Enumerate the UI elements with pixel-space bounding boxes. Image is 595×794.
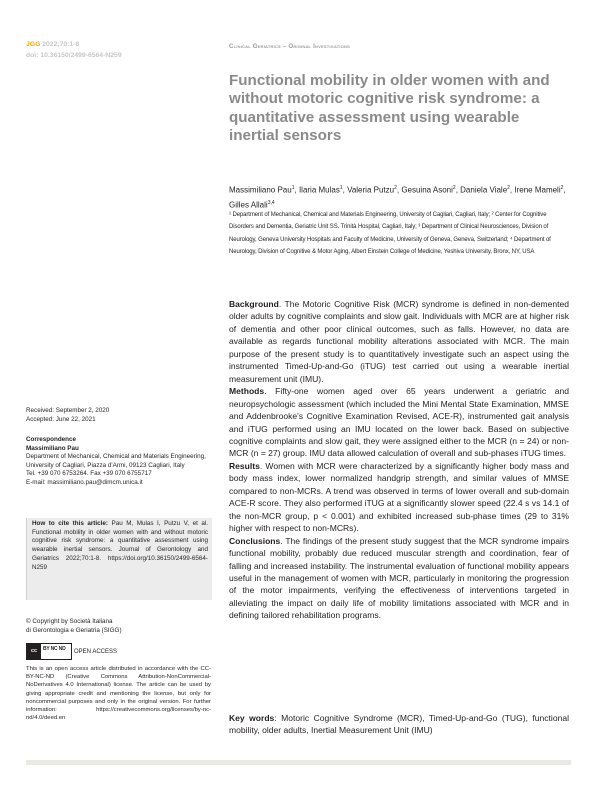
copyright-line1: © Copyright by Società Italiana <box>26 618 113 625</box>
footer-band <box>26 760 571 765</box>
author-name: Gilles Allali <box>229 200 268 210</box>
background-text: . The Motoric Cognitive Risk (MCR) syndrome is defined in non-demented older adults by cognitive complaints and slow gait. Individuals with MCR are at higher risk of dementia and other poor clinical outcomes, such as falls. However, no data are available as regards functional mobility alterations associated with MCR. The main purpose of the present study is to quantitatively investigate such an aspect using the instrumented Timed-Up-and-Go (iTUG) test carried out using a wearable inertial measurement unit (IMU). <box>229 299 569 384</box>
license-text: This is an open access article distributed in accordance with the CC-BY-NC-ND (Creative Commons Attribution-NonCommercial-NoDerivatives 4.0 International) license. The article can be used by giving appropriate credit and mentioning the license, but only for noncommercial purposes and only in the original version. For further information: https://creativecommons.org/licenses/by-nc-nd/4.0/deed.en <box>26 666 211 722</box>
author-aff: 1 <box>339 185 343 191</box>
how-to-cite-label: How to cite this article: <box>32 520 108 527</box>
conclusions-label: Conclusions <box>229 535 281 546</box>
copyright <box>26 618 211 635</box>
correspondence-label: Correspondence <box>26 436 77 443</box>
accepted-date: Accepted: June 22, 2021 <box>26 415 96 423</box>
abstract-conclusions <box>229 535 569 622</box>
abstract-methods <box>229 385 569 460</box>
dates-block <box>26 407 211 424</box>
author-name: Massimiliano Pau <box>229 185 292 195</box>
conclusions-text: . The findings of the present study suggest that the MCR syndrome impairs functional mobility, probably due reduced muscular strength and coordination, fear of falling and increased instability. The instrumental evaluation of functional mobility appears useful in the management of women with MCR, particularly in monitoring the progression of the motor impairments, verifying the effectiveness of interventions targeted in alleviating the impact on daily life of mobility limitations associated with MCR and in defining tailored rehabilitation programs. <box>229 535 569 621</box>
cc-terms-text: BY NC ND <box>43 646 66 652</box>
author-aff: 1 <box>291 185 295 191</box>
author-aff: 2 <box>394 185 397 191</box>
author-aff: 2 <box>452 185 456 191</box>
open-access-label: OPEN ACCESS <box>74 649 118 655</box>
methods-text: . Fifty-one women aged over 65 years underwent a geriatric and neuropsychologic assessment (which included the Mini Mental State Examination, MMSE and Addenbrooke's Cognitive Examination Revised, ACE-R), instrumented gait analysis and iTUG performed using an IMU located on the lower back. Based on subjective cognitive complaints and slow gait, they were assigned either to the MCR (n = 24) or non-MCR (n = 27) group. IMU data allowed calculation of overall and sub-phases iTUG times. <box>229 386 569 459</box>
author-name: Gesuina Asoni <box>401 185 453 195</box>
keywords <box>229 712 569 737</box>
methods-label: Methods <box>229 386 265 397</box>
journal-abbr: JGG <box>26 41 41 48</box>
how-to-cite-text <box>32 520 208 572</box>
section-label: Clinical Geriatrics – Original Investigations <box>229 43 350 50</box>
background-label: Background <box>229 299 279 309</box>
keywords-label: Key words <box>229 713 275 723</box>
correspondence-block <box>26 436 211 488</box>
cc-logo-text: cc <box>27 644 41 659</box>
citation: 2022;70:1-8 <box>42 41 80 48</box>
author-name: Irene Mameli <box>514 185 561 195</box>
abstract-results <box>229 460 569 535</box>
correspondence-tel: Tel. +39 070 6753264. Fax +39 070 6755717 <box>26 470 152 478</box>
correspondence-dept: Department of Mechanical, Chemical and Materials Engineering, University of Cagliari, Piazza d'Armi, 09123 Cagliari, Italy <box>26 453 206 469</box>
article-title: Functional mobility in older women with and without motoric cognitive risk syndrome: a quantitative assessment using wearable inertial sensors <box>229 72 550 144</box>
copyright-line2: di Gerontologia e Geriatria (SIGG) <box>26 626 122 634</box>
results-text: . Women with MCR were characterized by a significantly higher body mass and body mass index, lower normalized handgrip strength, and similar values of MMSE compared to non-MCRs. A trend was observed in terms of lower overall and sub-domain ACE-R score. They also performed iTUG at a significantly slower speed (22.4 s vs 14.1 of the non-MCR group, p < 0.001) and exhibited increased sub-phase times (29 to 31% higher with respect to non-MCRs). <box>229 460 569 534</box>
how-to-cite-citation: Pau M, Mulas I, Putzu V, et al. Functional mobility in older women with and without motoric cognitive risk syndrome: a quantitative assessment using wearable inertial sensors. Journal of Gerontology and Geriatrics 2022;70:1-8. https://doi.org/10.36150/2499-6564-N259 <box>32 520 208 571</box>
author-aff: 2 <box>560 185 564 191</box>
affiliations: ¹ Department of Mechanical, Chemical and Materials Engineering, University of Cagliari, Cagliari, Italy; ² Center for Cognitive Disorders and Dementia, Geriatric Unit SS. Trinità Hospital, Cagliari, Italy; ³ Department of Clinical Neurosciences, Division of Neurology, Geneva University Hospitals and Faculty of Medicine, University of Geneva, Geneva, Switzerland; ⁴ Department of Neurology, Division of Cognitive & Motor Aging, Albert Einstein College of Medicine, Yeshiva University, Bronx, NY, USA <box>229 212 551 255</box>
correspondence-email[interactable]: E-mail: massimiliano.pau@dimcm.unica.it <box>26 478 143 486</box>
author-name: Ilaria Mulas <box>298 185 340 195</box>
author-list: Massimiliano Pau$^1$, Ilaria Mulas$^1$, Valeria Putzu$^2$, Gesuina Asoni$^2$, Daniela Viale$^2$, Irene Mameli$^2$, Gilles Allali$^{3,4}$ <box>229 185 566 210</box>
author-name: Daniela Viale <box>460 185 508 195</box>
journal-citation <box>26 41 79 48</box>
abstract-background <box>229 298 569 385</box>
author-aff: 3,4 <box>267 200 275 207</box>
abstract <box>229 298 569 622</box>
received-date: Received: September 2, 2020 <box>26 407 110 414</box>
cc-license-icon[interactable] <box>26 643 72 660</box>
keywords-text: : Motoric Cognitive Syndrome (MCR), Timed-Up-and-Go (TUG), functional mobility, older adults, Inertial Measurement Unit (IMU) <box>229 713 569 736</box>
author-aff: 2 <box>507 185 510 191</box>
doi[interactable]: doi: 10.36150/2499-6564-N259 <box>26 52 122 59</box>
results-label: Results <box>229 460 260 471</box>
correspondence-name: Massimiliano Pau <box>26 444 79 452</box>
author-name: Valeria Putzu <box>347 185 395 195</box>
